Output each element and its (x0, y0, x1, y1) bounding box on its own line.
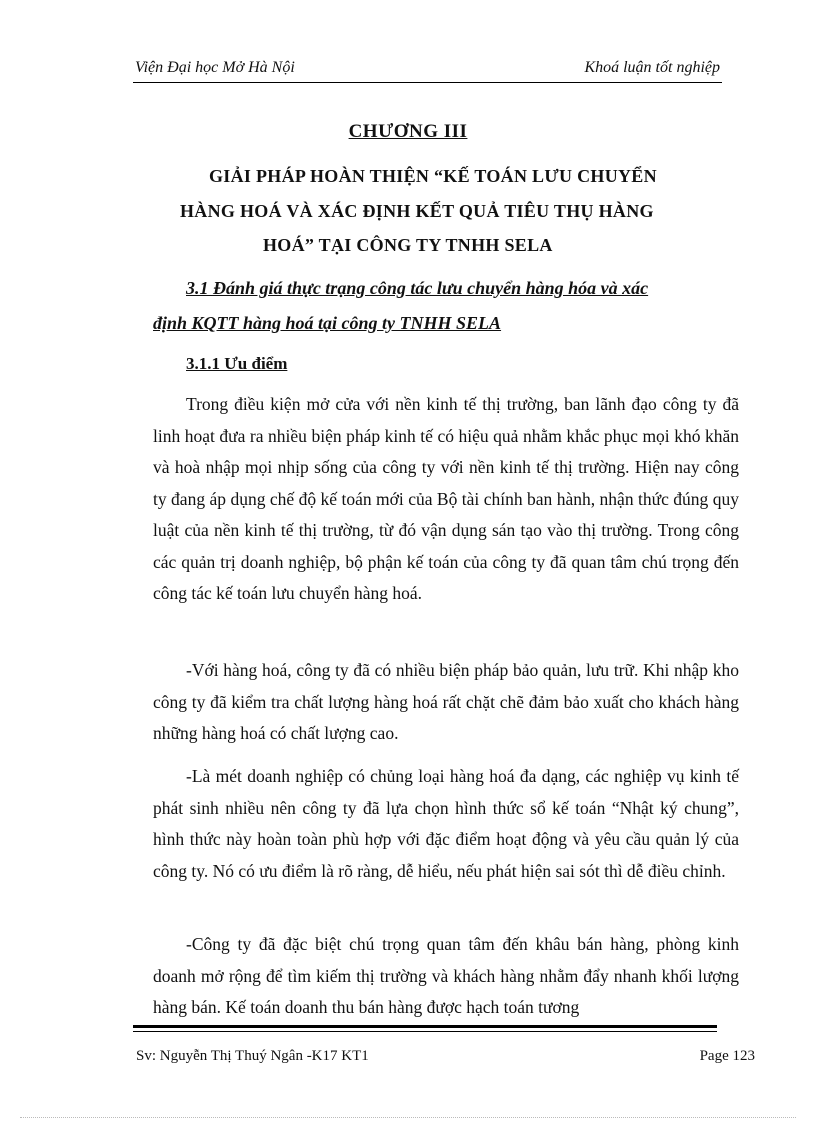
chapter-title-line-3: HOÁ” TẠI CÔNG TY TNHH SELA (263, 235, 553, 255)
body-paragraph-1: Trong điều kiện mở cửa với nền kinh tế thị trường, ban lãnh đạo công ty đã linh hoạt đưa ra nhiều biện pháp kinh tế có hiệu quả nhằm khắc phục mọi khó khăn và hoà nhập mọi nhịp sống của công ty với nền kinh tế thị trường. Hiện nay công ty đang áp dụng chế độ kế toán mới của Bộ tài chính ban hành, nhận thức đúng quy luật của nền kinh tế thị trường, từ đó vận dụng sán tạo vào thị trường. Trong công các quản trị doanh nghiệp, bộ phận kế toán của công ty đã quan tâm chú trọng đến công tác kế toán lưu chuyển hàng hoá. (153, 394, 739, 603)
page-number: Page 123 (699, 1048, 755, 1064)
chapter-title-line-2: HÀNG HOÁ VÀ XÁC ĐỊNH KẾT QUẢ TIÊU THỤ HÀNG (180, 201, 654, 221)
subsection-heading: 3.1.1 Ưu điểm (186, 354, 288, 373)
header-institution: Viện Đại học Mở Hà Nội (135, 59, 295, 76)
chapter-title-line-1: GIẢI PHÁP HOÀN THIỆN “KẾ TOÁN LƯU CHUYỂN (209, 166, 657, 186)
page-bottom-border (20, 1117, 796, 1118)
footer-rule-thick (133, 1025, 717, 1028)
section-heading-line-1: 3.1 Đánh giá thực trạng công tác lưu chuyển hàng hóa và xác (186, 278, 649, 298)
section-heading-line-2: định KQTT hàng hoá tại công ty TNHH SELA (153, 313, 502, 333)
body-paragraph-3: -Là mét doanh nghiệp có chủng loại hàng hoá đa dạng, các nghiệp vụ kinh tế phát sinh nhiều nên công ty đã lựa chọn hình thức sổ kế toán “Nhật ký chung”, hình thức này hoàn toàn phù hợp với đặc điểm hoạt động và yêu cầu quản lý của công ty. Nó có ưu điểm là rõ ràng, dễ hiểu, nếu phát hiện sai sót thì dễ điều chỉnh. (153, 766, 739, 881)
header-document-type: Khoá luận tốt nghiệp (584, 59, 720, 76)
body-paragraph-4: -Công ty đã đặc biệt chú trọng quan tâm đến khâu bán hàng, phòng kinh doanh mở rộng để tìm kiếm thị trường và khách hàng nhằm đẩy nhanh khối lượng hàng bán. Kế toán doanh thu bán hàng được hạch toán tương (153, 934, 739, 1017)
chapter-heading: CHƯƠNG III (348, 121, 468, 142)
footer-rule-thin (133, 1031, 717, 1032)
page-header (133, 56, 722, 83)
body-paragraph-2: -Với hàng hoá, công ty đã có nhiều biện pháp bảo quản, lưu trữ. Khi nhập kho công ty đã kiểm tra chất lượng hàng hoá rất chặt chẽ đảm bảo xuất cho khách hàng những hàng hoá có chất lượng cao. (153, 660, 739, 743)
footer-author: Sv: Nguyễn Thị Thuý Ngân -K17 KT1 (136, 1048, 369, 1064)
